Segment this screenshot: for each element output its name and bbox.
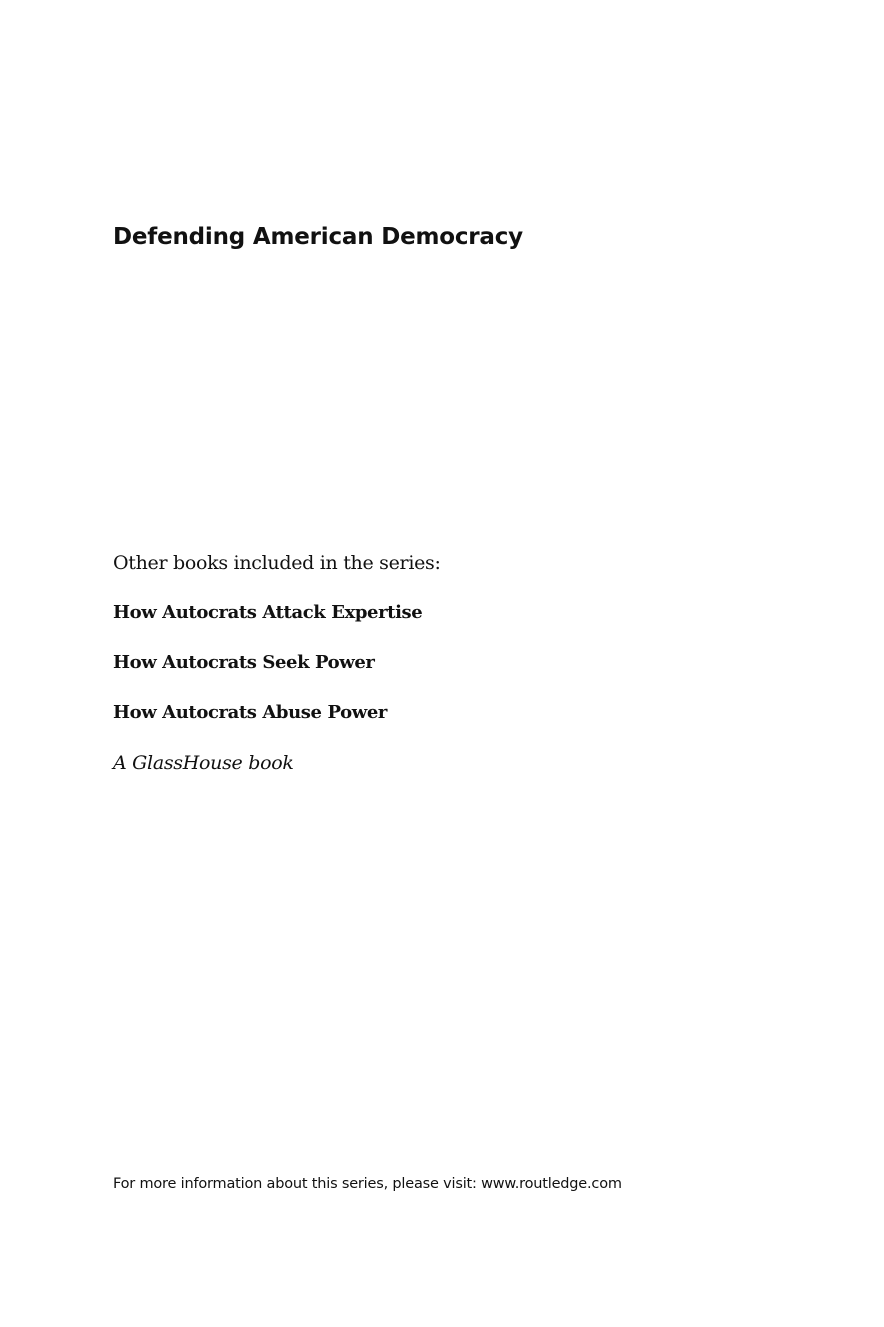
book-list [113, 599, 441, 749]
series-title: Defending American Democracy [113, 224, 523, 250]
other-books-intro: Other books included in the series: [113, 552, 441, 574]
book-title: How Autocrats Attack Expertise [113, 602, 423, 623]
imprint-label: A GlassHouse book [113, 752, 294, 774]
book-title: How Autocrats Seek Power [113, 652, 375, 673]
book-title: How Autocrats Abuse Power [113, 702, 387, 723]
series-book-list-section [113, 549, 441, 777]
series-info-footer: For more information about this series, please visit: www.routledge.com [113, 1176, 622, 1192]
